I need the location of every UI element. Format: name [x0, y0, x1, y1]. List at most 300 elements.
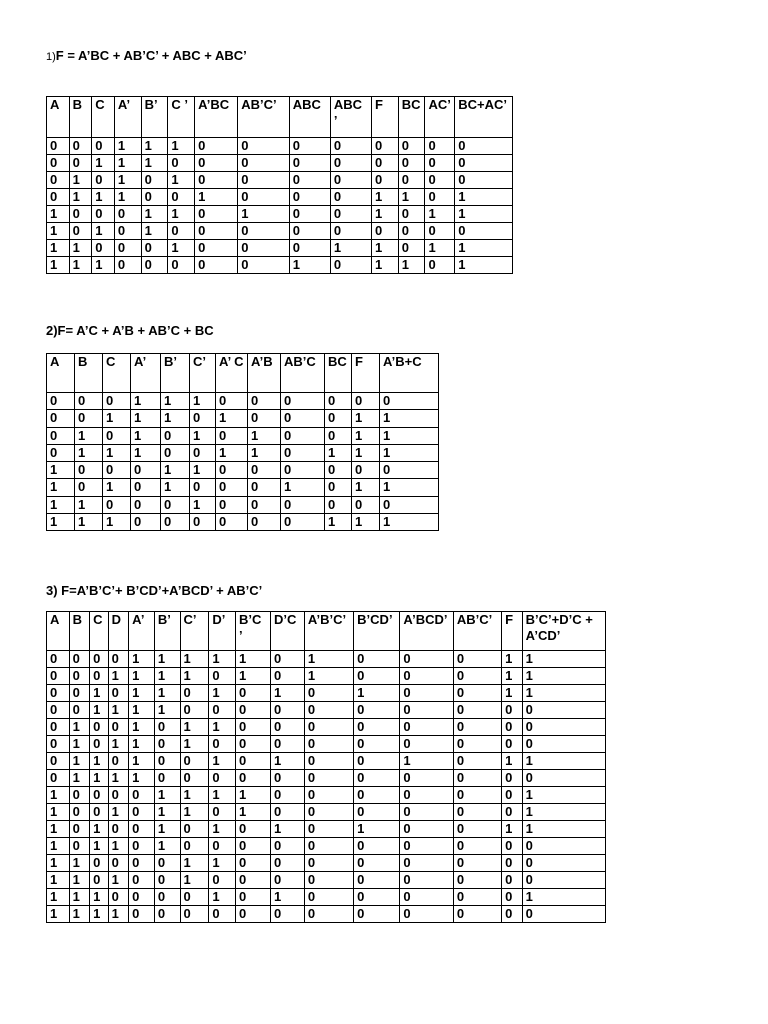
table-cell: 1 — [108, 668, 129, 685]
table-cell: 0 — [455, 172, 513, 189]
column-header: B’C ’ — [236, 612, 271, 651]
table-cell: 0 — [354, 906, 400, 923]
table-cell: 0 — [238, 138, 289, 155]
table-cell: 0 — [522, 719, 605, 736]
table-cell: 1 — [90, 838, 108, 855]
table-cell: 0 — [400, 770, 453, 787]
table-cell: 0 — [304, 736, 353, 753]
table-row — [47, 872, 606, 889]
table-cell: 0 — [281, 496, 325, 513]
table-cell: 0 — [195, 257, 238, 274]
table-cell: 0 — [103, 393, 131, 410]
table-cell: 1 — [141, 155, 168, 172]
table-cell: 0 — [236, 838, 271, 855]
table-cell: 0 — [75, 479, 103, 496]
table-cell: 0 — [114, 257, 141, 274]
column-header: AC’ — [425, 97, 455, 138]
table-row — [47, 138, 513, 155]
table-cell: 0 — [190, 479, 216, 496]
table-row — [47, 821, 606, 838]
table-cell: 0 — [90, 719, 108, 736]
column-header: ABC ’ — [330, 97, 371, 138]
table-cell: 0 — [141, 257, 168, 274]
table-cell: 0 — [154, 889, 180, 906]
table-cell: 0 — [400, 838, 453, 855]
table-cell: 1 — [47, 804, 70, 821]
table-cell: 1 — [522, 753, 605, 770]
truth-table-2 — [46, 353, 439, 531]
table-cell: 0 — [425, 257, 455, 274]
table-cell: 1 — [216, 410, 248, 427]
table-cell: 0 — [380, 462, 439, 479]
table-cell: 0 — [453, 702, 501, 719]
column-header: BC — [325, 354, 352, 393]
table-cell: 0 — [502, 906, 523, 923]
table-cell: 1 — [371, 240, 398, 257]
table-cell: 1 — [190, 496, 216, 513]
column-header: A’B’C’ — [304, 612, 353, 651]
table-cell: 0 — [502, 702, 523, 719]
table-cell: 0 — [453, 753, 501, 770]
table-row — [47, 651, 606, 668]
table-cell: 0 — [453, 668, 501, 685]
table-cell: 1 — [304, 651, 353, 668]
table-cell: 0 — [236, 736, 271, 753]
table-cell: 0 — [304, 889, 353, 906]
table-cell: 1 — [108, 702, 129, 719]
table-cell: 0 — [453, 651, 501, 668]
table-cell: 0 — [129, 906, 155, 923]
table-cell: 1 — [354, 821, 400, 838]
table-cell: 1 — [522, 889, 605, 906]
table-cell: 0 — [129, 787, 155, 804]
table-cell: 0 — [425, 155, 455, 172]
table-cell: 0 — [380, 496, 439, 513]
table-cell: 1 — [209, 753, 236, 770]
table-cell: 0 — [453, 855, 501, 872]
table-cell: 1 — [180, 719, 209, 736]
table-cell: 0 — [209, 702, 236, 719]
table-cell: 0 — [195, 223, 238, 240]
table-cell: 0 — [209, 872, 236, 889]
table-cell: 1 — [103, 479, 131, 496]
table-cell: 1 — [114, 189, 141, 206]
table-cell: 1 — [168, 240, 195, 257]
table-cell: 0 — [180, 889, 209, 906]
table-row — [47, 889, 606, 906]
table-cell: 0 — [108, 651, 129, 668]
table-cell: 0 — [47, 685, 70, 702]
column-header: D’C — [270, 612, 304, 651]
table-cell: 1 — [129, 651, 155, 668]
table-cell: 0 — [354, 668, 400, 685]
table-cell: 0 — [47, 719, 70, 736]
table-cell: 0 — [69, 651, 90, 668]
table-cell: 1 — [69, 770, 90, 787]
column-header: D’ — [209, 612, 236, 651]
table-cell: 0 — [281, 427, 325, 444]
table-cell: 1 — [455, 240, 513, 257]
table-cell: 0 — [47, 444, 75, 461]
table-cell: 1 — [47, 906, 70, 923]
table-cell: 0 — [129, 838, 155, 855]
table-cell: 0 — [400, 804, 453, 821]
table-cell: 0 — [236, 685, 271, 702]
table-cell: 0 — [154, 855, 180, 872]
table-cell: 1 — [502, 651, 523, 668]
table-cell: 0 — [354, 702, 400, 719]
table-cell: 1 — [69, 736, 90, 753]
table-cell: 1 — [141, 223, 168, 240]
table-cell: 0 — [502, 787, 523, 804]
table-cell: 1 — [522, 685, 605, 702]
table-cell: 0 — [114, 240, 141, 257]
table-cell: 0 — [398, 223, 425, 240]
table-cell: 0 — [190, 410, 216, 427]
table-cell: 0 — [168, 155, 195, 172]
column-header: A — [47, 97, 70, 138]
table-cell: 0 — [129, 872, 155, 889]
table-cell: 0 — [281, 410, 325, 427]
table-cell: 1 — [131, 444, 161, 461]
table-cell: 1 — [69, 906, 90, 923]
table-cell: 0 — [209, 736, 236, 753]
table-cell: 0 — [304, 804, 353, 821]
table-cell: 1 — [270, 889, 304, 906]
table-cell: 1 — [92, 155, 115, 172]
table-cell: 1 — [352, 427, 380, 444]
column-header: B — [69, 612, 90, 651]
table-cell: 1 — [180, 804, 209, 821]
table-cell: 1 — [522, 821, 605, 838]
table-cell: 0 — [216, 479, 248, 496]
table-cell: 0 — [75, 410, 103, 427]
table-cell: 0 — [304, 702, 353, 719]
table-cell: 0 — [270, 651, 304, 668]
table-cell: 0 — [69, 685, 90, 702]
table-cell: 1 — [47, 872, 70, 889]
table-cell: 0 — [168, 223, 195, 240]
table-cell: 0 — [92, 172, 115, 189]
table-cell: 0 — [330, 138, 371, 155]
table-cell: 0 — [453, 872, 501, 889]
table-cell: 1 — [129, 753, 155, 770]
table-cell: 0 — [522, 702, 605, 719]
table-cell: 0 — [209, 668, 236, 685]
section-1-formula: F = A’BC + AB’C’ + ABC + ABC’ — [55, 48, 247, 63]
table-cell: 0 — [453, 906, 501, 923]
table-cell: 0 — [398, 240, 425, 257]
table-cell: 1 — [190, 427, 216, 444]
table-cell: 1 — [354, 685, 400, 702]
table-cell: 1 — [131, 410, 161, 427]
column-header: F — [502, 612, 523, 651]
table-cell: 0 — [47, 155, 70, 172]
table-cell: 0 — [168, 257, 195, 274]
table-cell: 0 — [354, 736, 400, 753]
table-cell: 0 — [248, 479, 281, 496]
table-cell: 1 — [47, 838, 70, 855]
table-cell: 0 — [129, 889, 155, 906]
table-cell: 0 — [209, 770, 236, 787]
table-cell: 0 — [522, 770, 605, 787]
table-cell: 0 — [248, 410, 281, 427]
table-cell: 1 — [90, 821, 108, 838]
column-header: A’ C — [216, 354, 248, 393]
table-cell: 0 — [75, 462, 103, 479]
table-cell: 1 — [154, 702, 180, 719]
table-cell: 1 — [154, 804, 180, 821]
table-cell: 0 — [304, 685, 353, 702]
table-cell: 1 — [270, 685, 304, 702]
table-cell: 1 — [180, 651, 209, 668]
table-cell: 1 — [270, 821, 304, 838]
table-cell: 0 — [47, 668, 70, 685]
table-cell: 0 — [289, 172, 330, 189]
table-cell: 0 — [398, 155, 425, 172]
table-row — [47, 804, 606, 821]
table-row — [47, 172, 513, 189]
table-cell: 1 — [522, 787, 605, 804]
table-cell: 0 — [398, 206, 425, 223]
table-cell: 0 — [236, 770, 271, 787]
table-cell: 0 — [131, 496, 161, 513]
table-cell: 0 — [190, 514, 216, 531]
table-cell: 1 — [129, 736, 155, 753]
table-cell: 1 — [216, 444, 248, 461]
table-row — [47, 787, 606, 804]
table-cell: 0 — [400, 821, 453, 838]
table-cell: 1 — [236, 651, 271, 668]
table-cell: 0 — [304, 906, 353, 923]
table-cell: 1 — [141, 138, 168, 155]
table-cell: 1 — [522, 668, 605, 685]
table-cell: 0 — [103, 427, 131, 444]
table-cell: 1 — [371, 206, 398, 223]
table-cell: 1 — [75, 427, 103, 444]
column-header: ABC — [289, 97, 330, 138]
table-cell: 0 — [47, 702, 70, 719]
table-cell: 1 — [400, 753, 453, 770]
table-cell: 1 — [129, 685, 155, 702]
table-cell: 0 — [502, 736, 523, 753]
table-cell: 0 — [154, 872, 180, 889]
table-cell: 0 — [425, 223, 455, 240]
table-cell: 0 — [114, 223, 141, 240]
column-header: F — [352, 354, 380, 393]
table-cell: 0 — [325, 410, 352, 427]
table-cell: 0 — [69, 206, 92, 223]
table-cell: 1 — [161, 479, 190, 496]
table-cell: 1 — [180, 668, 209, 685]
table-cell: 0 — [453, 685, 501, 702]
table-cell: 1 — [47, 821, 70, 838]
table-cell: 1 — [502, 685, 523, 702]
table-cell: 1 — [47, 496, 75, 513]
header-row — [47, 612, 606, 651]
table-cell: 0 — [400, 736, 453, 753]
table-cell: 0 — [522, 855, 605, 872]
table-cell: 0 — [522, 736, 605, 753]
table-cell: 0 — [238, 155, 289, 172]
table-cell: 0 — [352, 393, 380, 410]
table-row — [47, 479, 439, 496]
table-cell: 1 — [248, 427, 281, 444]
column-header: A’BC — [195, 97, 238, 138]
table-cell: 0 — [400, 855, 453, 872]
column-header: B — [69, 97, 92, 138]
table-cell: 0 — [289, 240, 330, 257]
table-cell: 0 — [325, 496, 352, 513]
table-cell: 1 — [69, 257, 92, 274]
table-cell: 1 — [209, 719, 236, 736]
table-cell: 1 — [114, 155, 141, 172]
table-cell: 0 — [90, 787, 108, 804]
table-cell: 0 — [304, 838, 353, 855]
table-row — [47, 410, 439, 427]
table-cell: 1 — [47, 462, 75, 479]
table-row — [47, 257, 513, 274]
table-cell: 0 — [90, 804, 108, 821]
column-header: A’ — [131, 354, 161, 393]
table-cell: 0 — [330, 257, 371, 274]
table-cell: 0 — [168, 189, 195, 206]
column-header: A’ — [114, 97, 141, 138]
table-cell: 1 — [380, 444, 439, 461]
table-cell: 0 — [129, 855, 155, 872]
table-cell: 0 — [398, 172, 425, 189]
table-row — [47, 685, 606, 702]
table-cell: 0 — [502, 770, 523, 787]
table-cell: 1 — [75, 444, 103, 461]
table-row — [47, 240, 513, 257]
table-cell: 0 — [289, 206, 330, 223]
table-cell: 1 — [236, 787, 271, 804]
table-row — [47, 719, 606, 736]
table-row — [47, 514, 439, 531]
table-cell: 0 — [154, 753, 180, 770]
table-cell: 1 — [154, 838, 180, 855]
table-cell: 1 — [161, 410, 190, 427]
table-cell: 0 — [304, 855, 353, 872]
table-cell: 0 — [289, 138, 330, 155]
table-row — [47, 906, 606, 923]
table-cell: 0 — [69, 838, 90, 855]
table-cell: 0 — [69, 155, 92, 172]
column-header: A — [47, 354, 75, 393]
table-cell: 1 — [325, 444, 352, 461]
table-row — [47, 393, 439, 410]
table-cell: 0 — [129, 821, 155, 838]
table-cell: 1 — [47, 257, 70, 274]
table-cell: 1 — [180, 736, 209, 753]
table-cell: 0 — [354, 872, 400, 889]
table-cell: 0 — [161, 427, 190, 444]
table-cell: 0 — [154, 719, 180, 736]
table-cell: 1 — [325, 514, 352, 531]
table-cell: 0 — [330, 189, 371, 206]
table-cell: 0 — [400, 668, 453, 685]
header-row — [47, 97, 513, 138]
table-cell: 1 — [90, 889, 108, 906]
section-3-title — [46, 583, 262, 598]
table-cell: 1 — [90, 685, 108, 702]
table-cell: 0 — [236, 855, 271, 872]
column-header: D — [108, 612, 129, 651]
table-cell: 1 — [455, 206, 513, 223]
table-cell: 0 — [354, 855, 400, 872]
table-cell: 0 — [209, 838, 236, 855]
table-cell: 0 — [270, 668, 304, 685]
table-cell: 0 — [270, 855, 304, 872]
table-cell: 1 — [380, 514, 439, 531]
table-cell: 0 — [502, 855, 523, 872]
table-cell: 0 — [69, 138, 92, 155]
table-cell: 0 — [400, 872, 453, 889]
table-cell: 0 — [425, 189, 455, 206]
table-row — [47, 736, 606, 753]
table-cell: 0 — [400, 719, 453, 736]
table-cell: 0 — [47, 410, 75, 427]
table-cell: 0 — [371, 172, 398, 189]
table-cell: 1 — [108, 804, 129, 821]
table-cell: 0 — [180, 821, 209, 838]
table-cell: 0 — [90, 736, 108, 753]
table-cell: 0 — [90, 855, 108, 872]
truth-table-1 — [46, 96, 513, 274]
table-cell: 0 — [238, 223, 289, 240]
table-row — [47, 702, 606, 719]
table-cell: 1 — [248, 444, 281, 461]
table-cell: 1 — [281, 479, 325, 496]
table-cell: 0 — [304, 872, 353, 889]
table-cell: 0 — [216, 496, 248, 513]
table-cell: 1 — [141, 206, 168, 223]
table-cell: 0 — [304, 787, 353, 804]
table-cell: 0 — [281, 462, 325, 479]
table-cell: 0 — [354, 719, 400, 736]
column-header: AB’C — [281, 354, 325, 393]
table-cell: 1 — [108, 872, 129, 889]
table-cell: 0 — [180, 685, 209, 702]
table-cell: 0 — [154, 906, 180, 923]
table-cell: 0 — [304, 719, 353, 736]
table-cell: 0 — [455, 223, 513, 240]
table-cell: 1 — [90, 770, 108, 787]
table-cell: 0 — [270, 804, 304, 821]
table-cell: 1 — [47, 855, 70, 872]
table-cell: 0 — [238, 189, 289, 206]
table-row — [47, 206, 513, 223]
table-cell: 1 — [270, 753, 304, 770]
table-cell: 0 — [47, 427, 75, 444]
table-cell: 1 — [47, 223, 70, 240]
table-cell: 1 — [69, 889, 90, 906]
table-cell: 0 — [281, 514, 325, 531]
table-cell: 0 — [69, 223, 92, 240]
table-cell: 1 — [154, 787, 180, 804]
table-cell: 0 — [90, 872, 108, 889]
table-cell: 0 — [108, 889, 129, 906]
table-cell: 0 — [195, 155, 238, 172]
table-cell: 1 — [380, 410, 439, 427]
table-cell: 0 — [90, 668, 108, 685]
table-cell: 1 — [180, 872, 209, 889]
header-row — [47, 354, 439, 393]
table-cell: 1 — [75, 496, 103, 513]
table-cell: 0 — [209, 804, 236, 821]
table-cell: 0 — [380, 393, 439, 410]
